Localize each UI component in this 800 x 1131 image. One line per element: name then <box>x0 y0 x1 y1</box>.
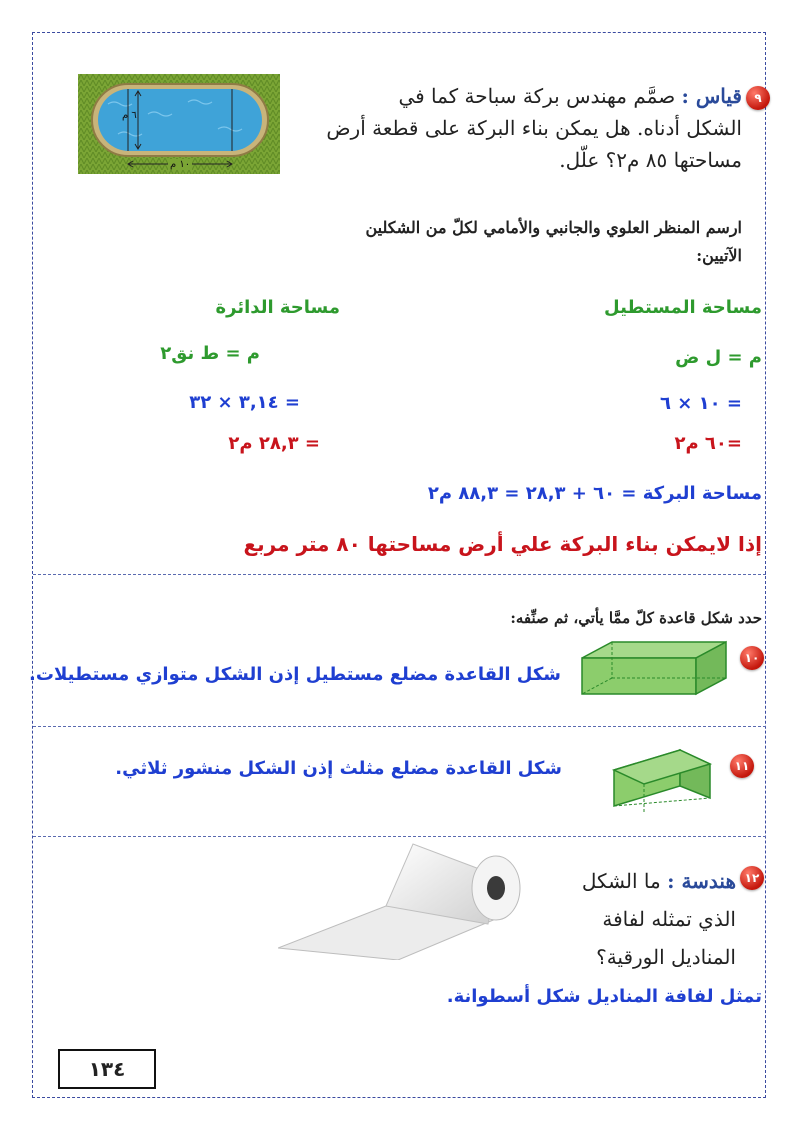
pool-figure <box>78 74 280 174</box>
paper-towel-roll-illustration <box>278 836 528 960</box>
question-line: الذي تمثله لفافة <box>602 907 736 931</box>
rectangular-prism-figure <box>580 638 728 698</box>
question-number-badge: ١٢ <box>740 866 764 890</box>
question-line: الشكل أدناه. هل يمكن بناء البركة على قطعة أرض <box>326 116 742 140</box>
rect-step: = ١٠ × ٦ <box>660 393 742 414</box>
separator <box>33 726 766 727</box>
question-line: صمَّم مهندس بركة سباحة كما في <box>398 84 676 108</box>
question-number-badge: ١٠ <box>740 646 764 670</box>
question-10-answer: شكل القاعدة مضلع مستطيل إذن الشكل متوازي مستطيلات. <box>29 664 561 685</box>
instruction-views <box>282 214 742 270</box>
rect-formula: م = ل ض <box>675 347 762 368</box>
triangular-prism-illustration <box>610 742 714 812</box>
conclusion: إذا لايمكن بناء البركة علي أرض مساحتها ٨٠ متر مربع <box>243 532 762 556</box>
question-line: ما الشكل <box>581 869 661 893</box>
triangular-prism-figure <box>610 742 714 812</box>
instruction-base: حدد شكل قاعدة كلّ ممَّا يأتي، ثم صنِّفه: <box>510 609 762 627</box>
circle-result: = ٢٨,٣ م٢ <box>228 433 320 454</box>
pool-width-label: ٦ م <box>122 110 137 121</box>
question-9-text <box>302 80 742 176</box>
question-line: المناديل الورقية؟ <box>596 945 736 969</box>
rectangular-prism-illustration <box>580 638 728 698</box>
pool-length-label: ١٠ م <box>170 159 191 170</box>
question-12-text <box>496 862 736 976</box>
question-12-answer: تمثل لفافة المناديل شكل أسطوانة. <box>446 986 762 1007</box>
question-number-badge: ٩ <box>746 86 770 110</box>
circle-formula: م = ط نق٢ <box>160 343 260 364</box>
question-line: مساحتها ٨٥ م٢؟ علّل. <box>559 148 742 172</box>
page-number-box <box>58 1049 156 1089</box>
circle-step: = ٣,١٤ × ٣٢ <box>189 392 300 413</box>
question-keyword: قياس : <box>681 84 742 108</box>
instruction-line: ارسم المنظر العلوي والجانبي والأمامي لكلّ من الشكلين <box>365 218 742 237</box>
circle-area-title: مساحة الدائرة <box>215 297 340 318</box>
question-11-answer: شكل القاعدة مضلع مثلث إذن الشكل منشور ثلاثي. <box>115 758 562 779</box>
rect-result: =٦٠ م٢ <box>674 433 742 454</box>
question-keyword: هندسة : <box>667 869 736 893</box>
separator <box>33 574 766 575</box>
pool-area: مساحة البركة = ٦٠ + ٢٨,٣ = ٨٨,٣ م٢ <box>427 483 762 504</box>
instruction-line: الآتيين: <box>696 246 742 265</box>
page-number: ١٣٤ <box>88 1057 126 1081</box>
paper-towel-roll-figure <box>278 836 528 960</box>
rect-area-title: مساحة المستطيل <box>604 297 762 318</box>
question-number-badge: ١١ <box>730 754 754 778</box>
